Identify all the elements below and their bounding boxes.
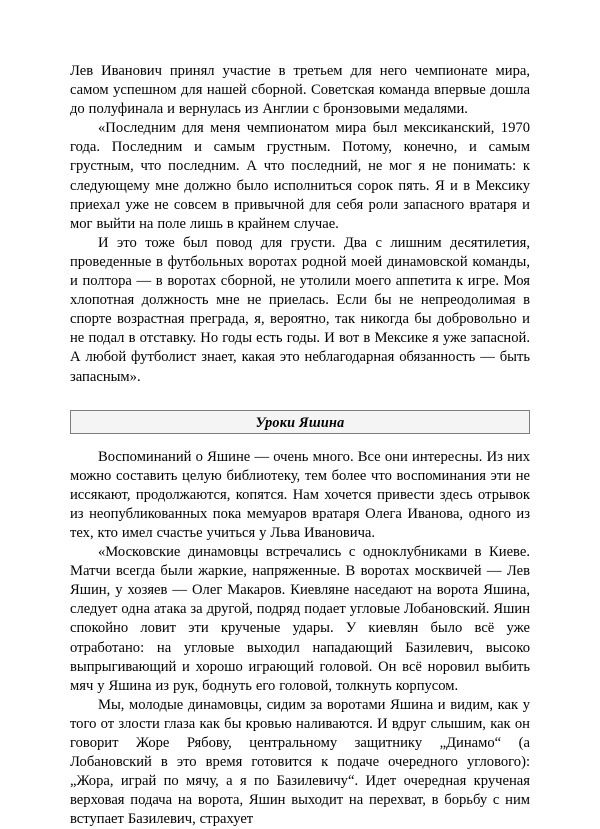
paragraph-3: И это тоже был повод для грусти. Два с лишним десятилетия, проведенные в футбольных воротах родной моей динамовской команды, и полтора — в воротах сборной, не утолили моего аппетита к игре. Моя хлопотная должность мне не приелась. Если бы не непреодолимая в спорте возрастная преграда, я, вероятно, так никогда бы добровольно и не подал в отставку. Но годы есть годы. И вот в Мексике я уже запасной. А любой футболист знает, какая это неблагодарная обязанность — быть запасным». bbox=[70, 234, 530, 385]
page-content bbox=[70, 62, 530, 829]
section-heading-text: Уроки Яшина bbox=[255, 414, 345, 431]
paragraph-6: Мы, молодые динамовцы, сидим за воротами Яшина и видим, как у того от злости глаза как бы кровью наливаются. И вдруг слышим, как он говорит Жоре Рябову, центральному защитнику „Динамо“ (а Лобановский в это время готовится к подаче очередного углового): „Жора, играй по мячу, а я по Базилевичу“. Идет очередная крученая верховая подача на ворота, Яшин выходит на перехват, в борьбу с ним вступает Базилевич, страхует bbox=[70, 696, 530, 828]
paragraph-5: «Московские динамовцы встречались с одноклубниками в Киеве. Матчи всегда были жаркие, напряженные. В воротах москвичей — Лев Яшин, у хозяев — Олег Макаров. Киевляне наседают на ворота Яшина, следует одна атака за другой, подряд подает угловые Лобановский. Яшин спокойно ловит эти крученые удары. У киевлян было всё уже отработано: на угловые выходил нападающий Базилевич, высоко выпрыгивающий и хорошо играющий головой. Он всё норовил выбить мяч у Яшина из рук, боднуть его головой, толкнуть корпусом. bbox=[70, 544, 530, 694]
section-heading-box bbox=[70, 410, 530, 434]
paragraph-2: «Последним для меня чемпионатом мира был мексиканский, 1970 года. Последним и самым грустным. Потому, конечно, и самым грустным, что последним. А что последний, не мог я не понимать: к следующему мне должно было исполниться сорок пять. Я и в Мексику приехал уже не совсем в привычной для себя роли запасного вратаря и мог выйти на поле лишь в крайнем случае. bbox=[70, 120, 530, 232]
paragraph-4: Воспоминаний о Яшине — очень много. Все они интересны. Из них можно составить целую библиотеку, тем более что воспоминания эти не иссякают, продолжаются, копятся. Нам хочется привести здесь отрывок из неопубликованных пока мемуаров вратаря Олега Иванова, одного из тех, кто имел счастье учиться у Льва Ивановича. bbox=[70, 448, 530, 541]
paragraph-1: Лев Иванович принял участие в третьем для него чемпионате мира, самом успешном для нашей сборной. Советская команда впервые дошла до полуфинала и вернулась из Англии с бронзовыми медалями. bbox=[70, 63, 530, 118]
